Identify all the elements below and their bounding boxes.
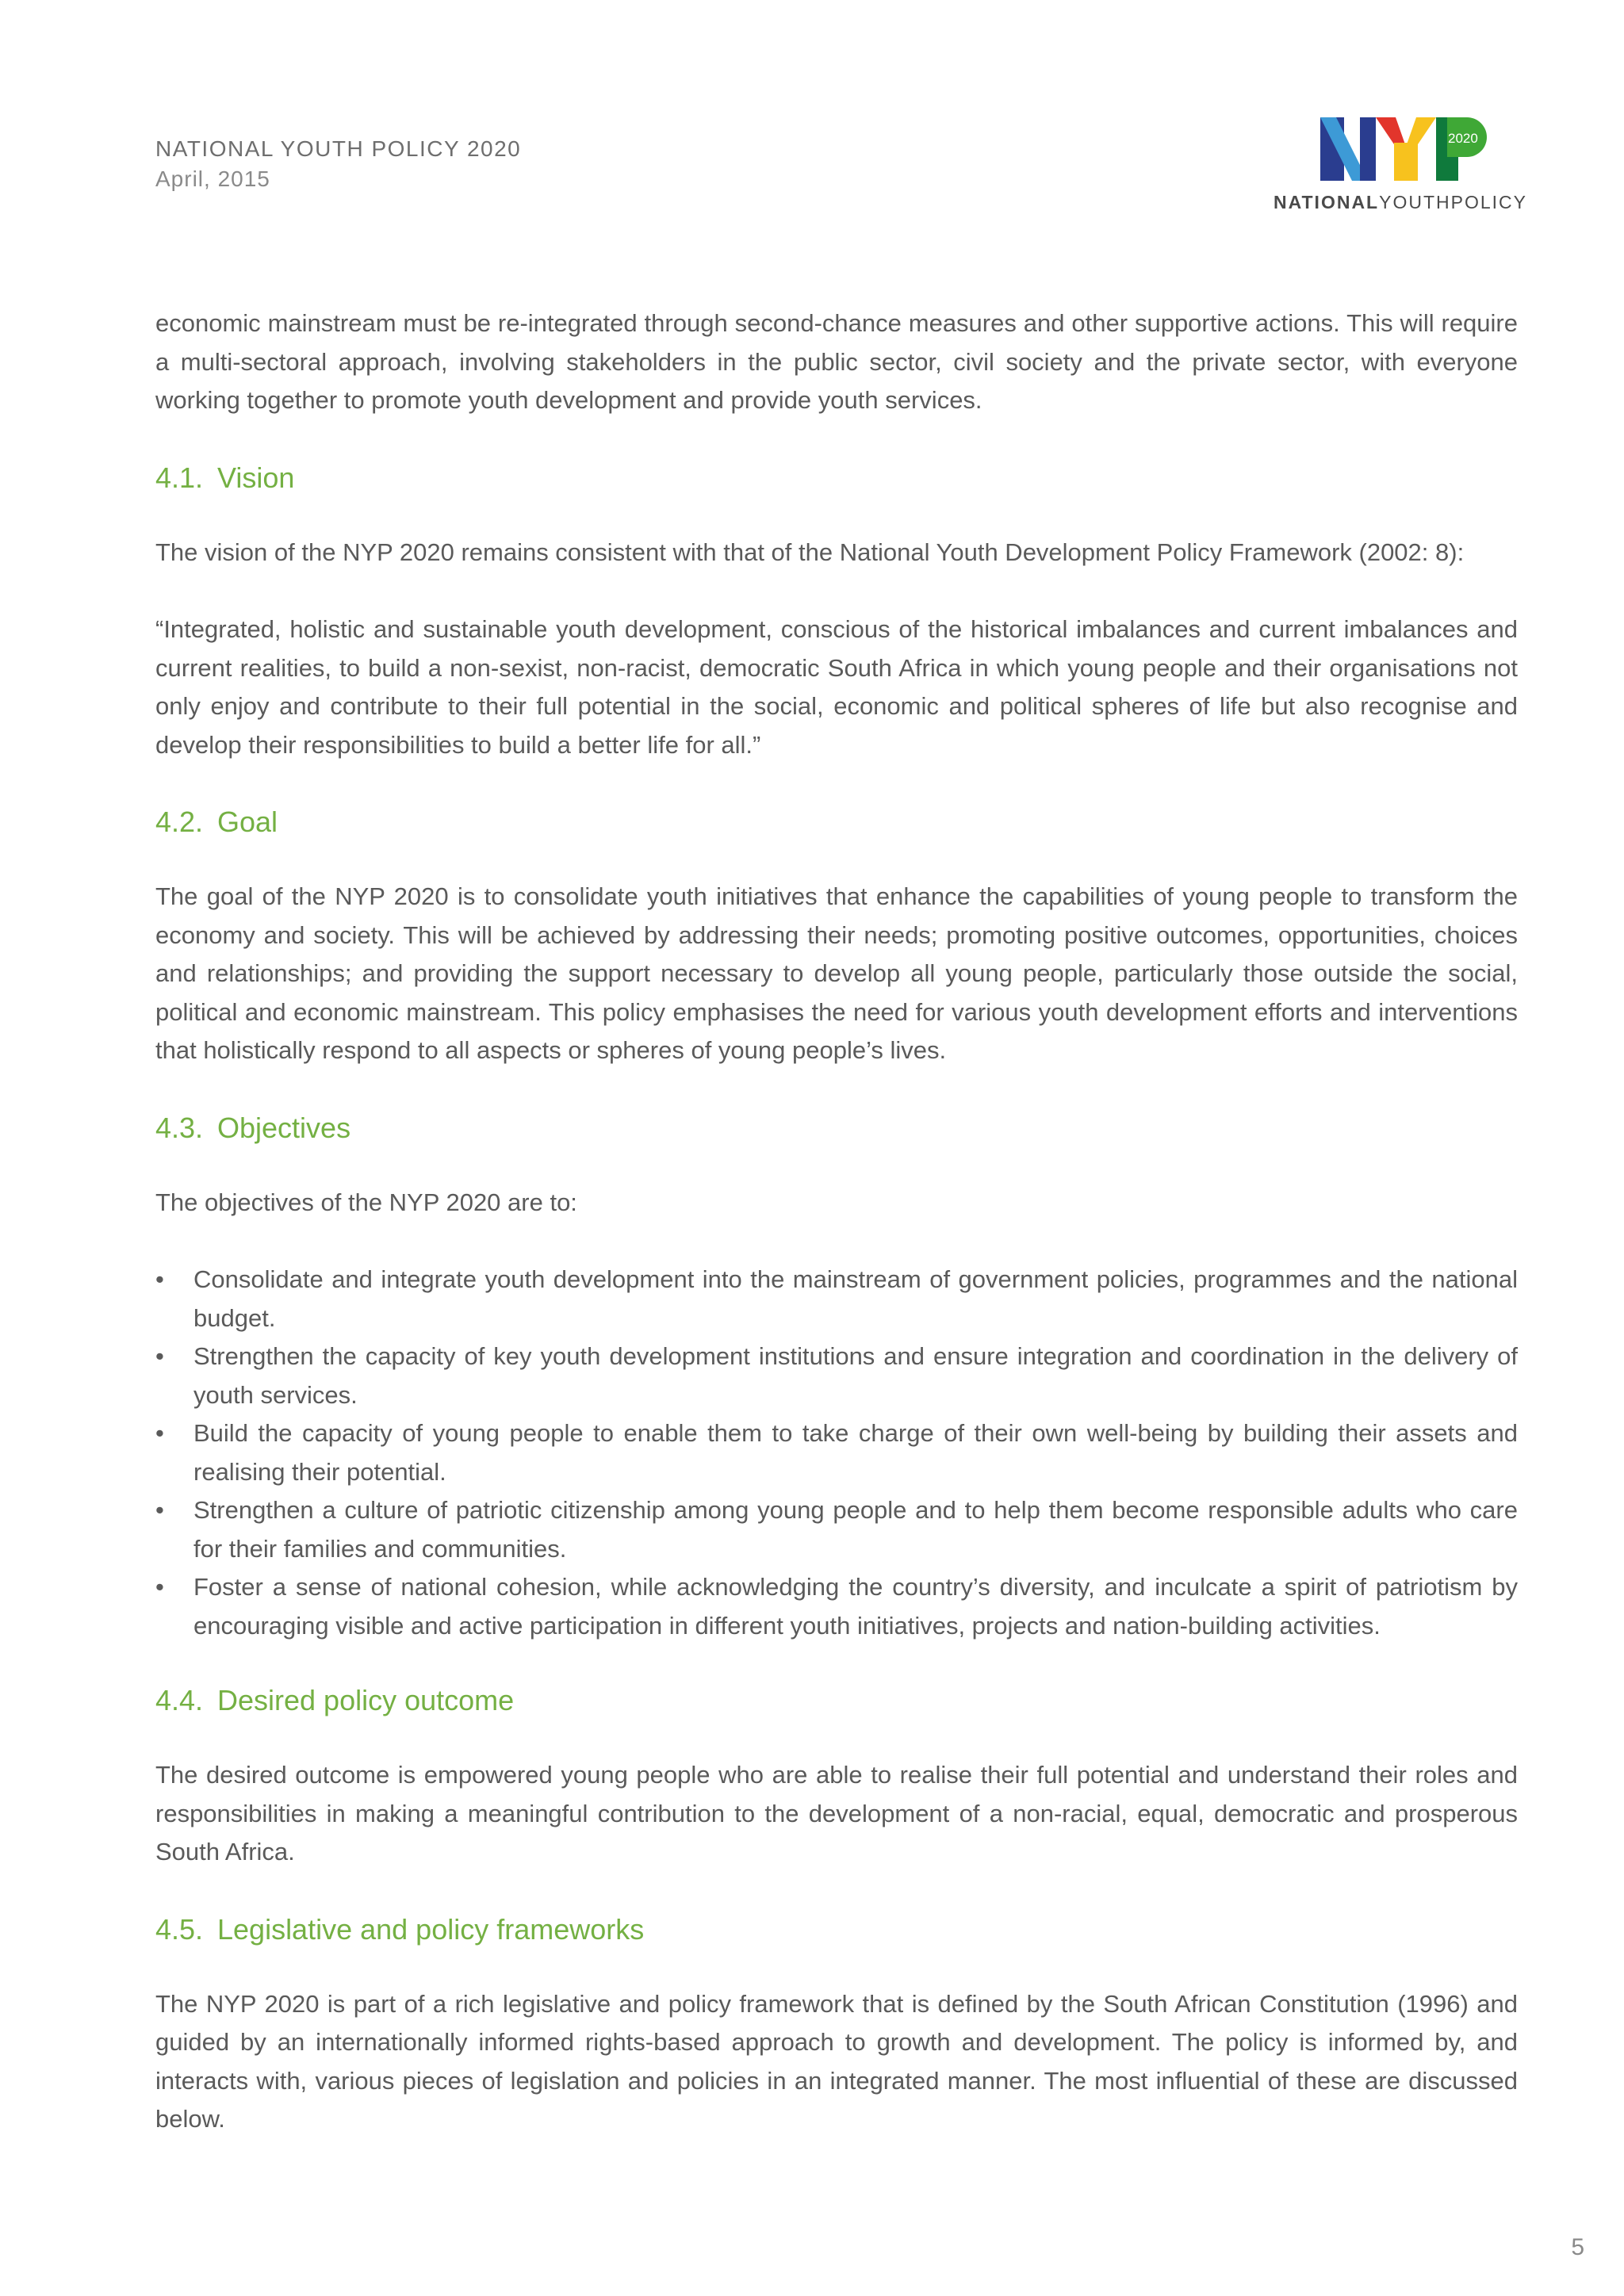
section-title: Objectives bbox=[217, 1111, 351, 1144]
section-heading-goal bbox=[155, 803, 1518, 841]
logo-caption-bold: NATIONAL bbox=[1274, 192, 1380, 212]
list-item: • Strengthen the capacity of key youth development institutions and ensure integration and coordination in the delivery of youth services. bbox=[155, 1337, 1518, 1414]
outcome-paragraph: The desired outcome is empowered young people who are able to realise their full potential and understand their roles and responsibilities in making a meaningful contribution to the development of a non-racial, equal, democratic and prosperous South Africa. bbox=[155, 1761, 1518, 1866]
list-item: • Foster a sense of national cohesion, while acknowledging the country’s diversity, and inculcate a spirit of patriotism by encouraging visible and active participation in different youth initiatives, projects and nation-building activities. bbox=[155, 1568, 1518, 1645]
document-title: NATIONAL YOUTH POLICY 2020 bbox=[155, 136, 522, 161]
bullet-icon: • bbox=[155, 1419, 164, 1447]
section-title: Legislative and policy frameworks bbox=[217, 1912, 645, 1946]
intro-paragraph: economic mainstream must be re-integrated through second-chance measures and other supportive actions. This will require a multi-sectoral approach, involving stakeholders in the public sector, civil society and the private sector, with everyone working together to promote youth development and provide youth services. bbox=[155, 309, 1518, 414]
section-heading-frameworks bbox=[155, 1911, 1518, 1949]
document-date: April, 2015 bbox=[155, 166, 270, 191]
logo-year: 2020 bbox=[1448, 131, 1478, 146]
frameworks-paragraph: The NYP 2020 is part of a rich legislative and policy framework that is defined by the South African Constitution (1996) and guided by an internationally informed rights-based approach to growth and development. The policy is informed by, and interacts with, various pieces of legislation and policies in an integrated manner. The most influential of these are discussed below. bbox=[155, 1989, 1518, 2133]
vision-quote: “Integrated, holistic and sustainable youth development, conscious of the historical imbalances and current imbalances and current realities, to build a non-sexist, non-racist, democratic South Africa in which young people and their organisations not only enjoy and contribute to their full potential in the social, economic and political spheres of life but also recognise and develop their responsibilities to build a better life for all.” bbox=[155, 615, 1518, 759]
section-number: 4.1. bbox=[155, 461, 204, 494]
page-content bbox=[155, 304, 1518, 2178]
section-heading-objectives bbox=[155, 1109, 1518, 1147]
bullet-icon: • bbox=[155, 1496, 164, 1524]
goal-paragraph: The goal of the NYP 2020 is to consolidate youth initiatives that enhance the capabilities of young people to transform the economy and society. This will be achieved by addressing their needs; promoting positive outcomes, opportunities, choices and relationships; and providing the support necessary to develop all young people, particularly those outside the social, political and economic mainstream. This policy emphasises the need for various youth development efforts and interventions that holistically respond to all aspects or spheres of young people’s lives. bbox=[155, 882, 1518, 1064]
section-number: 4.4. bbox=[155, 1684, 204, 1716]
list-item: • Strengthen a culture of patriotic citizenship among young people and to help them become responsible adults who care for their families and communities. bbox=[155, 1491, 1518, 1568]
section-number: 4.3. bbox=[155, 1111, 204, 1144]
list-item: • Consolidate and integrate youth development into the mainstream of government policies, programmes and the national budget. bbox=[155, 1261, 1518, 1337]
logo-caption bbox=[1274, 192, 1527, 213]
section-title: Desired policy outcome bbox=[217, 1684, 515, 1716]
objectives-list bbox=[155, 1261, 1518, 1645]
bullet-icon: • bbox=[155, 1573, 164, 1601]
list-item: • Build the capacity of young people to enable them to take charge of their own well-being by building their assets and realising their potential. bbox=[155, 1414, 1518, 1491]
section-number: 4.2. bbox=[155, 806, 204, 838]
section-title: Goal bbox=[217, 806, 278, 838]
section-title: Vision bbox=[217, 461, 295, 494]
objectives-intro: The objectives of the NYP 2020 are to: bbox=[155, 1188, 577, 1216]
logo-caption-regular: YOUTHPOLICY bbox=[1379, 192, 1527, 212]
bullet-icon: • bbox=[155, 1265, 164, 1293]
vision-paragraph: The vision of the NYP 2020 remains consistent with that of the National Youth Development Policy Framework (2002: 8): bbox=[155, 538, 1465, 566]
page-number: 5 bbox=[1571, 2234, 1584, 2260]
section-heading-outcome bbox=[155, 1682, 1518, 1720]
bullet-icon: • bbox=[155, 1342, 164, 1370]
section-number: 4.5. bbox=[155, 1912, 204, 1946]
section-heading-vision bbox=[155, 459, 1518, 497]
